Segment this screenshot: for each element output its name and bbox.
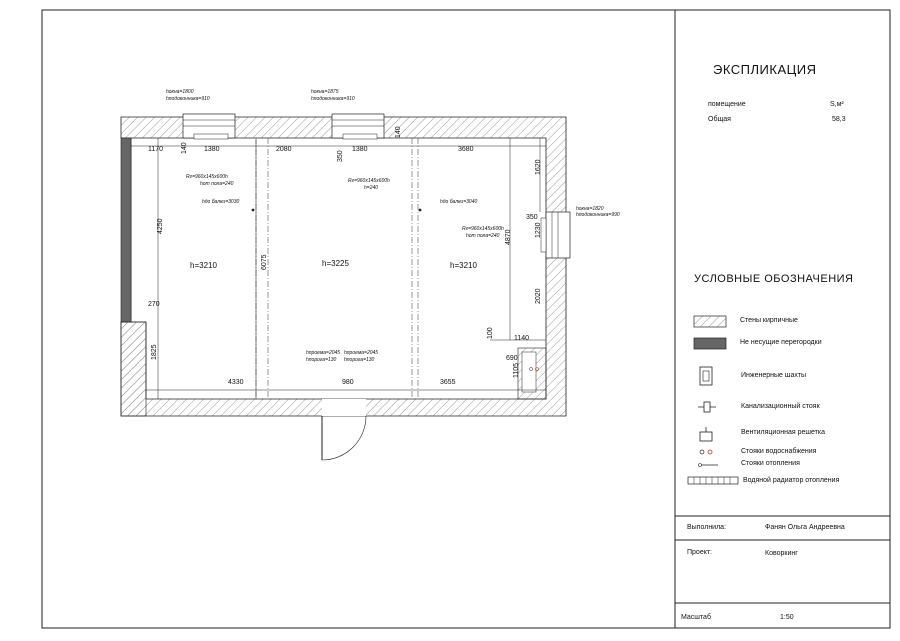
note-door1-a: hпроема=2045 [306, 350, 341, 356]
vent-grille-icon [700, 427, 712, 441]
brick-wall-icon [694, 316, 726, 327]
note-rad3-b: hот пола=240 [466, 233, 500, 239]
note-win1-a: hокна=1800 [166, 89, 194, 95]
dim-top-3: 2080 [276, 146, 292, 153]
dim-small-3: 140 [395, 126, 402, 138]
explication-col-area: S,м² [830, 101, 844, 108]
stamp-performed-label: Выполнила: [687, 524, 727, 531]
dim-small-2: 350 [337, 150, 344, 162]
room-height-3: h=3210 [450, 261, 477, 270]
legend-item-vent: Вентиляционная решетка [741, 429, 825, 436]
stamp-scale-label: Масштаб [681, 614, 711, 621]
dim-right-1: 1620 [535, 159, 542, 175]
dim-top-1: 1170 [148, 146, 164, 153]
beam-point-2 [419, 209, 422, 212]
stamp-performed-value: Фанян Ольга Андреевна [765, 524, 845, 531]
heating-riser-icon [699, 464, 719, 467]
dim-top-4: 1380 [352, 146, 368, 153]
dim-top-5: 3680 [458, 146, 474, 153]
dim-small-1: 140 [181, 142, 188, 154]
water-riser-cold-icon [700, 450, 704, 454]
dim-left-1: 4250 [157, 218, 164, 234]
explication-col-room: помещение [708, 101, 746, 108]
legend-item-sewer: Канализационный стояк [741, 403, 820, 410]
note-beam1: hдо балки=3030 [202, 199, 240, 205]
dim-right-3: 1230 [535, 222, 542, 238]
dim-top-2: 1380 [204, 146, 220, 153]
dim-right-7: 100 [487, 327, 494, 339]
partition-wall [121, 138, 131, 322]
dim-right-4: 4870 [505, 229, 512, 245]
note-win3-a: hокна=1820 [576, 206, 604, 212]
explication-row-name: Общая [708, 116, 731, 123]
dim-right-6: 1140 [514, 335, 530, 342]
note-door2-b: hпорога=130 [344, 357, 375, 363]
legend-item-partition: Не несущие перегородки [740, 339, 822, 346]
water-riser-hot-icon [708, 450, 712, 454]
note-win3-b: hподоконника=990 [576, 212, 620, 218]
explication-row-area: 58,3 [832, 116, 846, 123]
shaft-icon [700, 367, 712, 385]
note-beam2: hдо балки=3040 [440, 199, 478, 205]
note-rad2-b: h=240 [364, 185, 379, 191]
partition-icon [694, 338, 726, 349]
note-rad3-a: Rг=960x145x600h [462, 226, 504, 232]
stamp-project-label: Проект: [687, 549, 713, 556]
room-dividers [256, 138, 418, 399]
dim-right-5: 2020 [535, 288, 542, 304]
legend-item-shaft: Инженерные шахты [741, 372, 807, 379]
note-door2-a: hпроема=2045 [344, 350, 379, 356]
legend-item-brick: Стены кирпичные [740, 317, 798, 324]
dim-bottom-3: 3655 [440, 379, 456, 386]
dim-center: 6075 [261, 254, 268, 270]
window-1 [183, 114, 235, 139]
note-win1-b: hподоконника=910 [166, 96, 210, 102]
stamp-scale-value: 1:50 [780, 614, 794, 621]
window-2 [332, 114, 384, 139]
window-3 [541, 212, 570, 258]
note-door1-b: hпорога=130 [306, 357, 337, 363]
dim-bottom-2: 980 [342, 379, 354, 386]
legend-item-water: Стояки водоснабжения [741, 448, 817, 455]
note-rad1-b: hот пола=240 [200, 181, 234, 187]
dim-bottom-1: 4330 [228, 379, 244, 386]
dim-right-9: 1105 [513, 362, 520, 378]
note-rad2-a: Rг=960x145x600h [348, 178, 390, 184]
legend-title: УСЛОВНЫЕ ОБОЗНАЧЕНИЯ [694, 273, 854, 285]
legend-item-radiator: Водяной радиатор отопления [743, 477, 840, 484]
room-height-1: h=3210 [190, 261, 217, 270]
note-rad1-a: Rг=960x145x600h [186, 174, 228, 180]
explication-title: ЭКСПЛИКАЦИЯ [713, 62, 817, 77]
dim-left-2: 270 [148, 301, 160, 308]
entrance-door [322, 416, 366, 460]
sewer-riser-icon [698, 402, 716, 412]
note-win2-a: hокна=1875 [311, 89, 339, 95]
dim-right-8: 690 [506, 355, 518, 362]
beam-point-1 [252, 209, 255, 212]
room-height-2: h=3225 [322, 259, 349, 268]
dim-left-3: 1825 [151, 344, 158, 360]
dim-right-2: 350 [526, 214, 538, 221]
radiator-icon [688, 477, 738, 484]
legend-item-heating: Стояки отопления [741, 460, 800, 467]
stamp-project-value: Коворкинг [765, 550, 798, 557]
note-win2-b: hподоконника=910 [311, 96, 355, 102]
